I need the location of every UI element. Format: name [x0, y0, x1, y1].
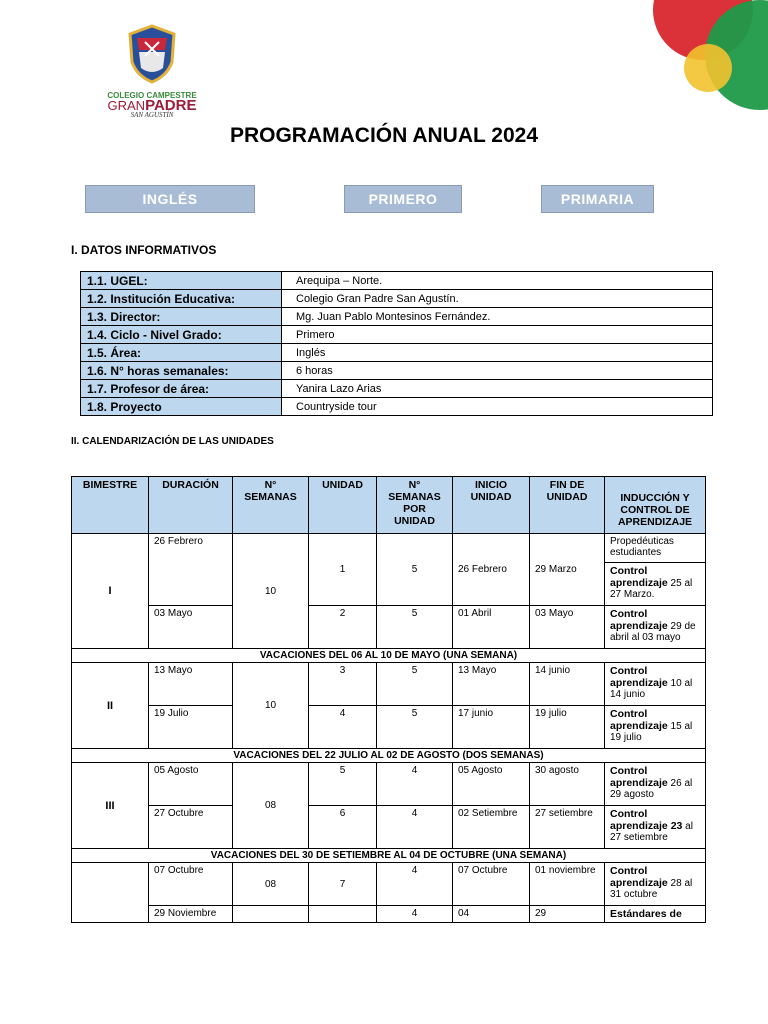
- control-label: Control aprendizaje: [610, 865, 668, 889]
- table-row: [81, 290, 713, 308]
- table-row: [72, 706, 706, 749]
- start-cell: 04: [453, 906, 530, 923]
- vacation-text: VACACIONES DEL 22 JULIO AL 02 DE AGOSTO (DOS SEMANAS): [72, 749, 706, 763]
- table-row: [81, 362, 713, 380]
- end-cell: 29 Marzo: [530, 534, 605, 606]
- end-cell: 01 noviembre: [530, 863, 605, 906]
- bimestre-cell: II: [72, 663, 149, 749]
- duration-cell: 13 Mayo: [149, 663, 233, 706]
- unit-cell: 5: [309, 763, 377, 806]
- vacation-text: VACACIONES DEL 06 AL 10 DE MAYO (UNA SEMANA): [72, 649, 706, 663]
- table-header-row: [72, 477, 706, 534]
- table-row: [72, 534, 706, 563]
- end-cell: 14 junio: [530, 663, 605, 706]
- info-value: Primero: [282, 326, 713, 344]
- info-value: Yanira Lazo Arias: [282, 380, 713, 398]
- logo-line3: SAN AGUSTÍN: [130, 111, 174, 119]
- logo-line1: COLEGIO CAMPESTRE: [107, 91, 197, 100]
- unit-weeks-cell: 4: [377, 763, 453, 806]
- info-key: 1.7. Profesor de área:: [81, 380, 282, 398]
- tag-level: PRIMARIA: [541, 185, 654, 213]
- bimestre-cell: III: [72, 763, 149, 849]
- table-row: [81, 344, 713, 362]
- unit-weeks-cell: 5: [377, 606, 453, 649]
- header-duracion: DURACIÓN: [149, 477, 233, 534]
- header-fin: FIN DE UNIDAD: [530, 477, 605, 534]
- logo-padre: PADRE: [145, 97, 197, 114]
- info-key: 1.6. N° horas semanales:: [81, 362, 282, 380]
- weeks-cell: 08: [233, 763, 309, 849]
- induction-cell: Propedéuticas estudiantes: [605, 534, 706, 563]
- table-row: [72, 863, 706, 906]
- table-row: [81, 380, 713, 398]
- weeks-cell: 10: [233, 663, 309, 749]
- end-cell: 29: [530, 906, 605, 923]
- table-row: [72, 763, 706, 806]
- table-row: [81, 272, 713, 290]
- info-key: 1.5. Área:: [81, 344, 282, 362]
- start-cell: 13 Mayo: [453, 663, 530, 706]
- control-label: Control aprendizaje: [610, 665, 668, 689]
- control-cell: [605, 563, 706, 606]
- info-value: 6 horas: [282, 362, 713, 380]
- control-cell: [605, 863, 706, 906]
- page-title: PROGRAMACIÓN ANUAL 2024: [229, 124, 539, 147]
- unit-weeks-cell: 4: [377, 806, 453, 849]
- duration-cell: 03 Mayo: [149, 606, 233, 649]
- unit-weeks-cell: 5: [377, 534, 453, 606]
- end-cell: 30 agosto: [530, 763, 605, 806]
- header-unidad: UNIDAD: [309, 477, 377, 534]
- table-row: [72, 806, 706, 849]
- control-dates: 26 al 29 agosto: [610, 778, 693, 800]
- table-row: [81, 398, 713, 416]
- shield-icon: [127, 24, 177, 84]
- info-table: [80, 271, 713, 416]
- duration-cell: 26 Febrero: [149, 534, 233, 606]
- duration-cell: 19 Julio: [149, 706, 233, 749]
- school-logo: [104, 24, 200, 119]
- header-semanas-unidad: N° SEMANAS POR UNIDAD: [377, 477, 453, 534]
- info-value: Colegio Gran Padre San Agustín.: [282, 290, 713, 308]
- unit-cell: 6: [309, 806, 377, 849]
- weeks-cell: 08: [233, 863, 309, 906]
- info-key: 1.3. Director:: [81, 308, 282, 326]
- tag-subject: INGLÉS: [85, 185, 255, 213]
- vacation-text: VACACIONES DEL 30 DE SETIEMBRE AL 04 DE OCTUBRE (UNA SEMANA): [72, 849, 706, 863]
- table-row: [81, 308, 713, 326]
- calendar-table: [71, 476, 706, 923]
- control-dates: 28 al 31 octubre: [610, 878, 693, 900]
- control-dates: 15 al 19 julio: [610, 721, 693, 743]
- section-datos: I. DATOS INFORMATIVOS: [71, 243, 217, 257]
- duration-cell: 27 Octubre: [149, 806, 233, 849]
- weeks-cell: [233, 906, 309, 923]
- control-label: Control aprendizaje: [610, 565, 668, 589]
- control-label: Control aprendizaje: [610, 608, 668, 632]
- info-value: Countryside tour: [282, 398, 713, 416]
- control-cell: [605, 806, 706, 849]
- control-dates: 25 al 27 Marzo.: [610, 578, 693, 600]
- table-row: [72, 906, 706, 923]
- control-cell: [605, 663, 706, 706]
- vacation-row: [72, 749, 706, 763]
- end-cell: 03 Mayo: [530, 606, 605, 649]
- logo-gran: GRAN: [107, 98, 146, 113]
- control-cell: [605, 763, 706, 806]
- header-semanas: N° SEMANAS: [233, 477, 309, 534]
- weeks-cell: 10: [233, 534, 309, 649]
- end-cell: 27 setiembre: [530, 806, 605, 849]
- info-value: Arequipa – Norte.: [282, 272, 713, 290]
- table-row: [72, 606, 706, 649]
- info-key: 1.4. Ciclo - Nivel Grado:: [81, 326, 282, 344]
- control-label: Control aprendizaje: [610, 765, 668, 789]
- control-dates: al 27 setiembre: [610, 821, 693, 843]
- duration-cell: 29 Noviembre: [149, 906, 233, 923]
- start-cell: 17 junio: [453, 706, 530, 749]
- unit-cell: 1: [309, 534, 377, 606]
- info-key: 1.2. Institución Educativa:: [81, 290, 282, 308]
- control-dates: 10 al 14 junio: [610, 678, 693, 700]
- start-cell: 07 Octubre: [453, 863, 530, 906]
- control-label: Control aprendizaje 23: [610, 808, 683, 832]
- info-value: Inglés: [282, 344, 713, 362]
- start-cell: 05 Agosto: [453, 763, 530, 806]
- decorative-circles: [648, 0, 768, 120]
- duration-cell: 05 Agosto: [149, 763, 233, 806]
- control-cell: [605, 906, 706, 923]
- duration-cell: 07 Octubre: [149, 863, 233, 906]
- section-calendarizacion: II. CALENDARIZACIÓN DE LAS UNIDADES: [71, 436, 274, 447]
- header-induccion: INDUCCIÓN Y CONTROL DE APRENDIZAJE: [605, 477, 706, 534]
- bimestre-cell: [72, 863, 149, 923]
- header-bimestre: BIMESTRE: [72, 477, 149, 534]
- header-inicio: INICIO UNIDAD: [453, 477, 530, 534]
- control-label: Control aprendizaje: [610, 708, 668, 732]
- control-label: Estándares de: [610, 908, 682, 920]
- unit-weeks-cell: 5: [377, 663, 453, 706]
- unit-cell: 3: [309, 663, 377, 706]
- unit-cell: 4: [309, 706, 377, 749]
- vacation-row: [72, 849, 706, 863]
- info-value: Mg. Juan Pablo Montesinos Fernández.: [282, 308, 713, 326]
- info-key: 1.8. Proyecto: [81, 398, 282, 416]
- table-row: [81, 326, 713, 344]
- start-cell: 01 Abril: [453, 606, 530, 649]
- info-key: 1.1. UGEL:: [81, 272, 282, 290]
- unit-cell: [309, 906, 377, 923]
- unit-weeks-cell: 5: [377, 706, 453, 749]
- start-cell: 26 Febrero: [453, 534, 530, 606]
- table-row: [72, 663, 706, 706]
- control-cell: [605, 606, 706, 649]
- unit-weeks-cell: 4: [377, 863, 453, 906]
- unit-cell: 2: [309, 606, 377, 649]
- unit-weeks-cell: 4: [377, 906, 453, 923]
- control-cell: [605, 706, 706, 749]
- vacation-row: [72, 649, 706, 663]
- end-cell: 19 julio: [530, 706, 605, 749]
- start-cell: 02 Setiembre: [453, 806, 530, 849]
- tag-grade: PRIMERO: [344, 185, 462, 213]
- control-dates: 29 de abril al 03 mayo: [610, 621, 696, 643]
- bimestre-cell: I: [72, 534, 149, 649]
- unit-cell: 7: [309, 863, 377, 906]
